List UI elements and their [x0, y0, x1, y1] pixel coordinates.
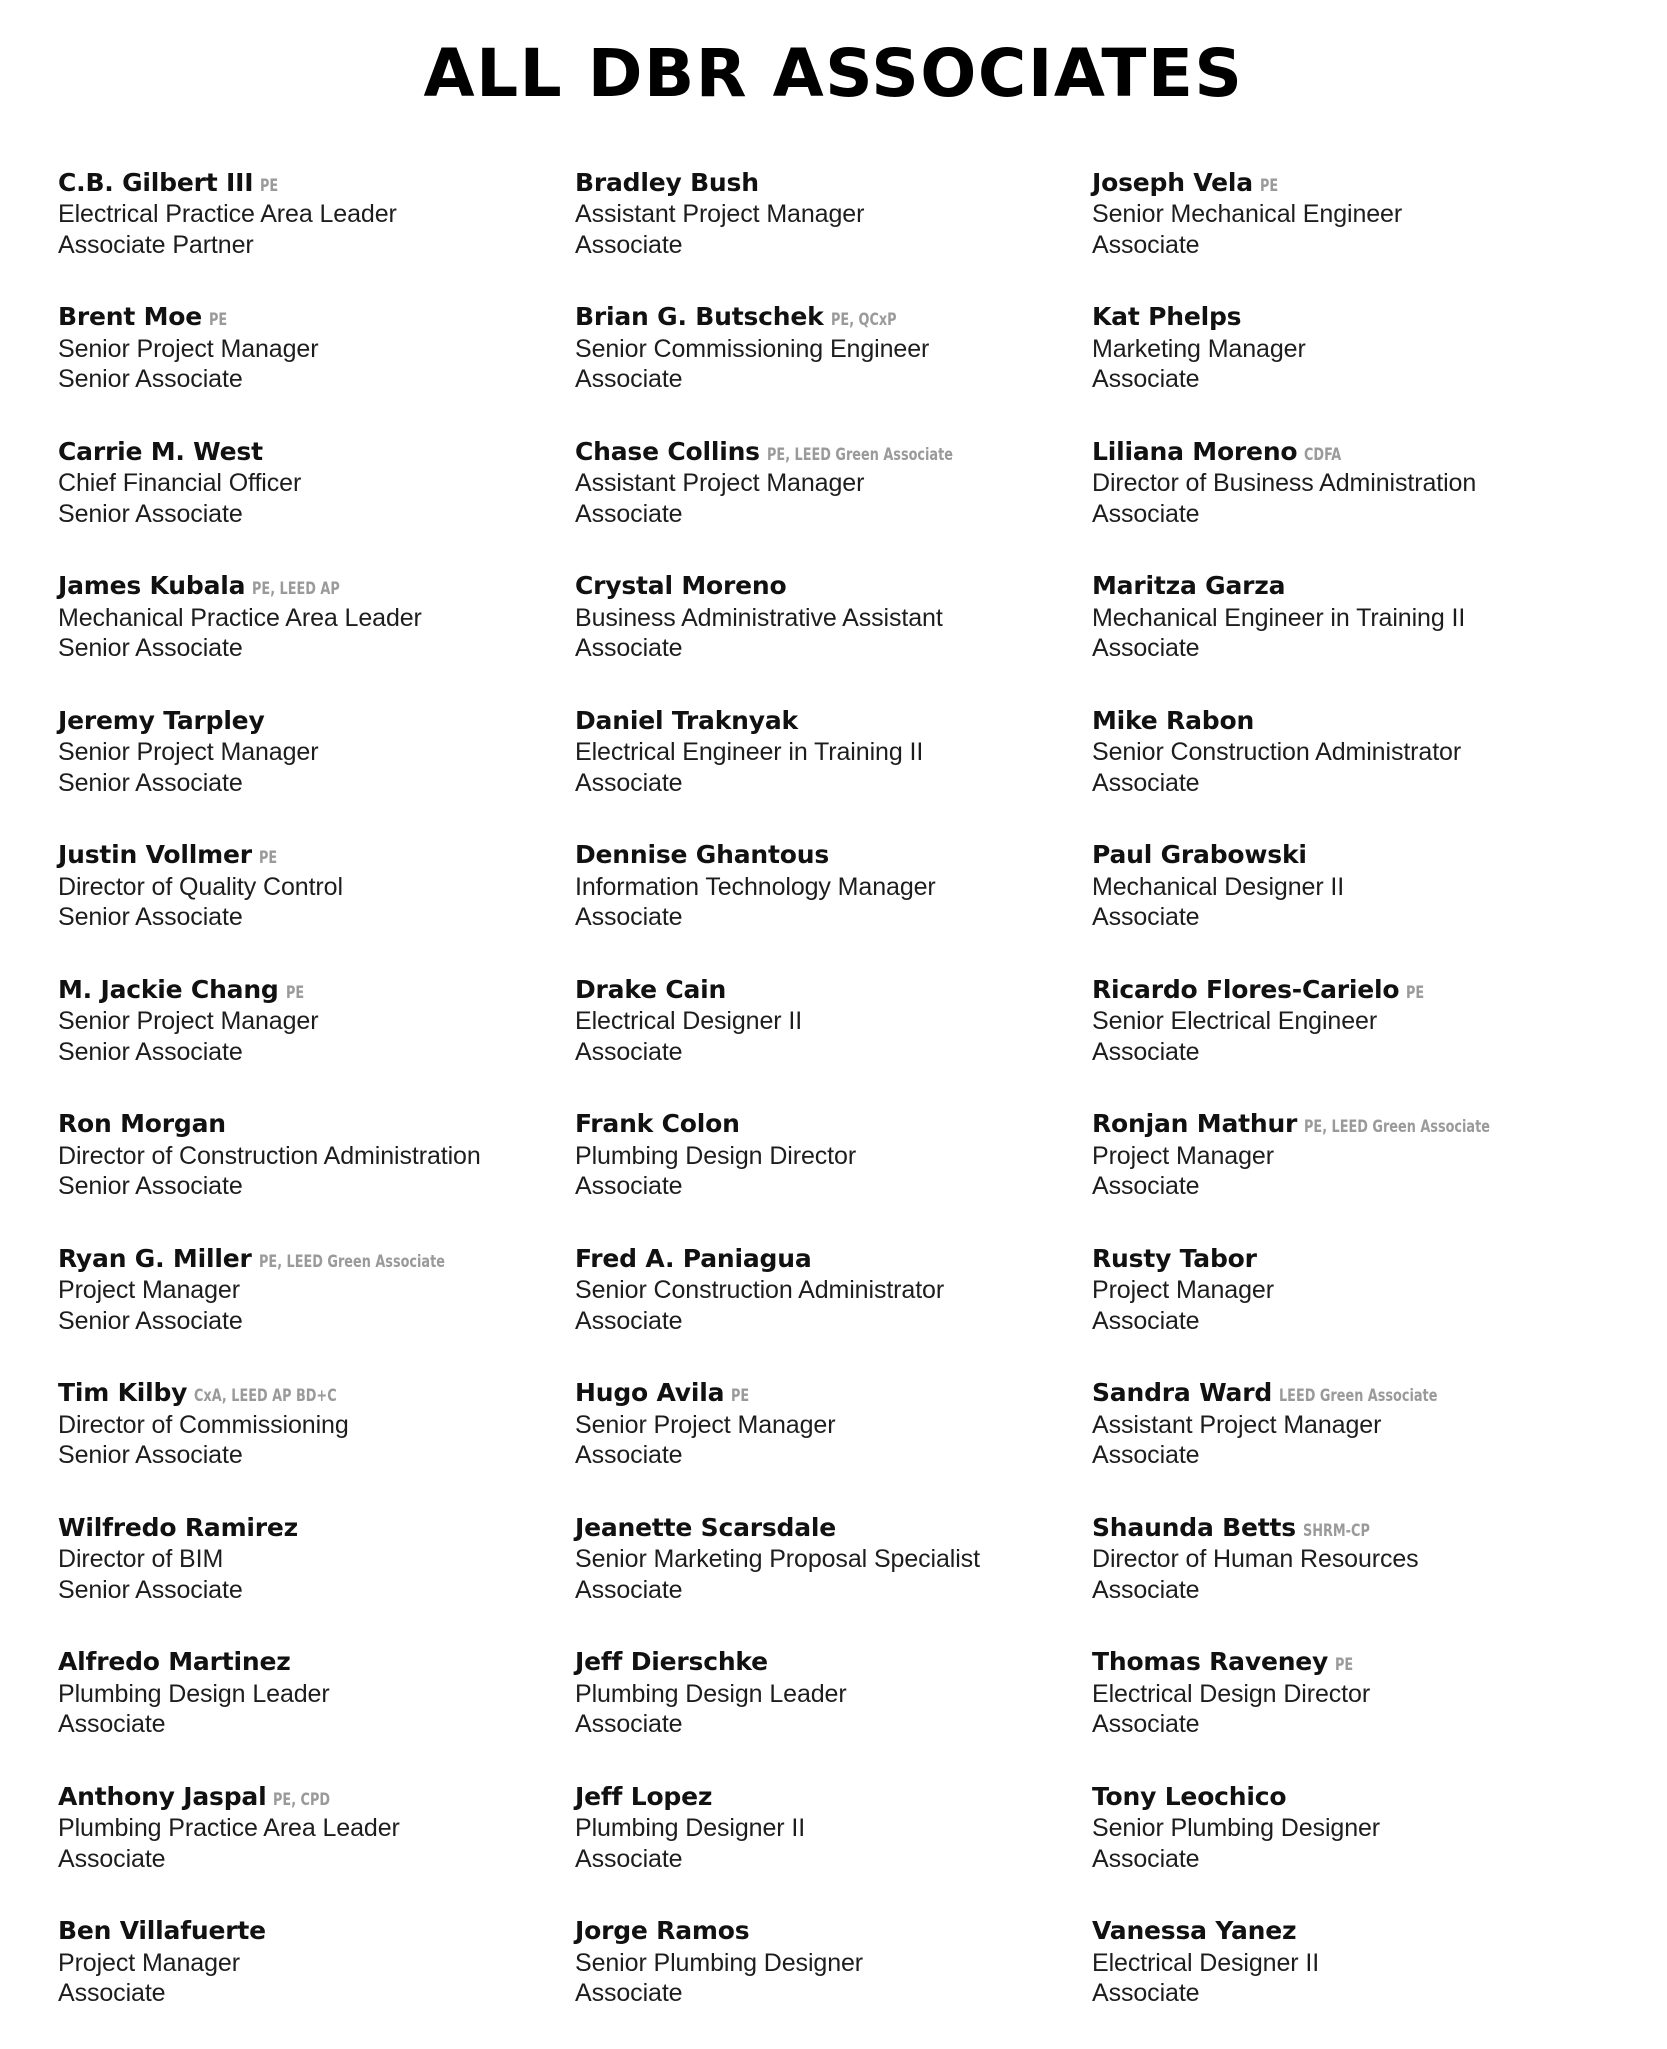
associate-level: Associate: [1092, 365, 1200, 394]
associate-job-title: Senior Project Manager: [575, 1410, 836, 1439]
associate-level: Associate: [1092, 1306, 1200, 1335]
associate-credentials: PE, LEED Green Associate: [1304, 1117, 1491, 1138]
associate-entry: [575, 571, 1068, 664]
associate-credentials: PE, QCxP: [830, 310, 897, 331]
associate-entry: [1092, 571, 1585, 664]
associate-level: Associate: [575, 230, 683, 259]
associate-level: Associate: [575, 903, 683, 932]
associate-name: Ricardo Flores-Carielo: [1092, 974, 1400, 1004]
associate-name: Chase Collins: [575, 436, 760, 466]
associate-level: Associate: [1092, 1441, 1200, 1470]
associate-level: Associate: [58, 1979, 166, 2008]
associate-level: Senior Associate: [58, 499, 243, 528]
associate-entry: [1092, 1244, 1585, 1337]
associate-level: Associate: [1092, 768, 1200, 797]
associate-level: Senior Associate: [58, 768, 243, 797]
associate-level: Associate Partner: [58, 230, 254, 259]
associate-name-line: [1092, 1916, 1585, 1946]
associate-entry: [58, 1244, 551, 1337]
associate-entry: [575, 706, 1068, 799]
associate-name-line: [58, 1109, 551, 1139]
associate-job-title: Director of BIM: [58, 1545, 224, 1574]
associate-credentials: PE, LEED AP: [252, 579, 341, 600]
associate-entry: [58, 1109, 551, 1202]
associate-entry: [58, 840, 551, 933]
associate-entry: [575, 302, 1068, 395]
associate-name: Dennise Ghantous: [575, 840, 830, 870]
associate-credentials: PE, LEED Green Associate: [766, 444, 953, 465]
associate-credentials: PE: [260, 175, 279, 196]
associate-name: Alfredo Martinez: [58, 1647, 291, 1677]
page-title: ALL DBR ASSOCIATES: [423, 35, 1244, 112]
associate-entry: [575, 1782, 1068, 1875]
associate-name: Ryan G. Miller: [58, 1243, 252, 1273]
associate-job-title: Information Technology Manager: [575, 872, 936, 901]
associate-credentials: PE: [209, 310, 228, 331]
associate-level: Associate: [1092, 1979, 1200, 2008]
associate-credentials: PE: [1406, 982, 1425, 1003]
associate-job-title: Mechanical Designer II: [1092, 872, 1345, 901]
associate-name-line: [575, 706, 1068, 736]
associate-job-title: Plumbing Design Director: [575, 1141, 857, 1170]
associate-job-title: Assistant Project Manager: [575, 469, 865, 498]
associate-name: Hugo Avila: [575, 1378, 725, 1408]
associate-job-title: Senior Project Manager: [58, 1007, 319, 1036]
associate-entry: [575, 840, 1068, 933]
associate-name: Drake Cain: [575, 974, 727, 1004]
associate-job-title: Senior Plumbing Designer: [1092, 1814, 1381, 1843]
associate-entry: [575, 1378, 1068, 1471]
associate-name-line: [575, 1513, 1068, 1543]
associate-name: Carrie M. West: [58, 436, 263, 466]
associates-column-1: [58, 168, 575, 2009]
associate-level: Associate: [1092, 1710, 1200, 1739]
associate-entry: [575, 168, 1068, 261]
associate-entry: [575, 975, 1068, 1068]
associate-level: Associate: [1092, 903, 1200, 932]
associate-level: Senior Associate: [58, 903, 243, 932]
associate-name-line: [1092, 437, 1585, 467]
associate-name: Bradley Bush: [575, 167, 759, 197]
associate-name: Rusty Tabor: [1092, 1243, 1257, 1273]
associate-entry: [575, 1244, 1068, 1337]
associate-name: Vanessa Yanez: [1092, 1916, 1297, 1946]
associate-name-line: [58, 168, 551, 198]
associate-entry: [575, 1513, 1068, 1606]
associate-level: Associate: [575, 1844, 683, 1873]
associate-name: Fred A. Paniagua: [575, 1243, 812, 1273]
associate-entry: [58, 975, 551, 1068]
associate-job-title: Project Manager: [1092, 1141, 1274, 1170]
associate-job-title: Senior Marketing Proposal Specialist: [575, 1545, 980, 1574]
associate-job-title: Plumbing Designer II: [575, 1814, 806, 1843]
associate-credentials: CDFA: [1304, 444, 1342, 465]
associate-level: Associate: [58, 1844, 166, 1873]
associate-entry: [1092, 1109, 1585, 1202]
associate-entry: [58, 168, 551, 261]
associate-entry: [58, 1782, 551, 1875]
associate-entry: [1092, 1378, 1585, 1471]
associate-job-title: Director of Construction Administration: [58, 1141, 481, 1170]
associate-name-line: [575, 571, 1068, 601]
associate-job-title: Electrical Design Director: [1092, 1679, 1371, 1708]
associate-name-line: [575, 1782, 1068, 1812]
associate-credentials: SHRM-CP: [1302, 1520, 1370, 1541]
associate-job-title: Senior Construction Administrator: [1092, 738, 1462, 767]
associate-entry: [1092, 437, 1585, 530]
associate-credentials: LEED Green Associate: [1279, 1386, 1438, 1407]
associate-name-line: [575, 1647, 1068, 1677]
associate-job-title: Electrical Designer II: [575, 1007, 803, 1036]
associate-job-title: Mechanical Engineer in Training II: [1092, 603, 1466, 632]
associate-level: Senior Associate: [58, 1575, 243, 1604]
associate-level: Associate: [1092, 634, 1200, 663]
associate-level: Associate: [1092, 1037, 1200, 1066]
associate-entry: [58, 706, 551, 799]
associate-name-line: [58, 975, 551, 1005]
associate-credentials: PE: [1259, 175, 1279, 196]
associate-level: Senior Associate: [58, 1441, 243, 1470]
associate-name: Brian G. Butschek: [575, 302, 824, 332]
associate-name-line: [58, 706, 551, 736]
associate-name-line: [58, 302, 551, 332]
associate-name: James Kubala: [58, 571, 246, 601]
associate-name-line: [575, 302, 1068, 332]
associate-job-title: Electrical Practice Area Leader: [58, 200, 397, 229]
associate-name: Joseph Vela: [1092, 167, 1253, 197]
associate-entry: [575, 437, 1068, 530]
associate-entry: [1092, 302, 1585, 395]
associate-entry: [1092, 1782, 1585, 1875]
associate-name-line: [58, 1916, 551, 1946]
associate-job-title: Plumbing Design Leader: [575, 1679, 847, 1708]
associate-job-title: Director of Business Administration: [1092, 469, 1477, 498]
associate-job-title: Marketing Manager: [1092, 334, 1306, 363]
associate-name-line: [575, 168, 1068, 198]
associate-credentials: PE, CPD: [273, 1789, 331, 1810]
associate-name-line: [1092, 1647, 1585, 1677]
associate-level: Associate: [1092, 1172, 1200, 1201]
associate-name-line: [1092, 840, 1585, 870]
associate-job-title: Senior Construction Administrator: [575, 1276, 945, 1305]
associates-column-2: [575, 168, 1092, 2009]
associate-level: Associate: [1092, 499, 1200, 528]
associate-entry: [58, 1378, 551, 1471]
associate-job-title: Director of Quality Control: [58, 872, 343, 901]
associates-columns: [0, 112, 1667, 2049]
associate-name-line: [1092, 302, 1585, 332]
associate-name-line: [58, 1378, 551, 1408]
associate-job-title: Senior Mechanical Engineer: [1092, 200, 1403, 229]
associate-name-line: [58, 437, 551, 467]
associate-entry: [58, 571, 551, 664]
associate-entry: [1092, 1916, 1585, 2009]
associate-level: Senior Associate: [58, 1037, 243, 1066]
associate-name-line: [1092, 571, 1585, 601]
associate-name: Thomas Raveney: [1092, 1647, 1329, 1677]
associate-name-line: [575, 437, 1068, 467]
associate-name: Jeremy Tarpley: [58, 705, 265, 735]
associate-name-line: [58, 571, 551, 601]
associate-name: Tim Kilby: [58, 1378, 188, 1408]
associate-name: Justin Vollmer: [58, 840, 252, 870]
associate-name: Tony Leochico: [1092, 1781, 1287, 1811]
associate-credentials: PE: [285, 982, 304, 1003]
associate-name: Daniel Traknyak: [575, 705, 798, 735]
associate-level: Associate: [1092, 1575, 1200, 1604]
associate-name: Crystal Moreno: [575, 571, 787, 601]
associate-name: Wilfredo Ramirez: [58, 1512, 299, 1542]
associate-level: Associate: [575, 1710, 683, 1739]
associate-name-line: [575, 1109, 1068, 1139]
associate-name-line: [1092, 1109, 1585, 1139]
associate-level: Associate: [575, 1172, 683, 1201]
associate-name-line: [58, 1647, 551, 1677]
associate-name-line: [1092, 1378, 1585, 1408]
associate-entry: [58, 1647, 551, 1740]
associate-name-line: [575, 1244, 1068, 1274]
associate-credentials: PE: [731, 1386, 750, 1407]
associate-entry: [1092, 706, 1585, 799]
associate-level: Associate: [1092, 230, 1200, 259]
associate-name-line: [575, 975, 1068, 1005]
associate-level: Senior Associate: [58, 1172, 243, 1201]
associate-entry: [575, 1109, 1068, 1202]
associate-level: Associate: [575, 1979, 683, 2008]
associate-name-line: [1092, 1513, 1585, 1543]
associate-name-line: [1092, 1782, 1585, 1812]
associate-job-title: Electrical Designer II: [1092, 1948, 1320, 1977]
associate-name: Kat Phelps: [1092, 302, 1242, 332]
associate-name-line: [58, 1782, 551, 1812]
associate-level: Senior Associate: [58, 1306, 243, 1335]
associate-entry: [58, 1513, 551, 1606]
associate-entry: [58, 437, 551, 530]
associate-level: Associate: [575, 365, 683, 394]
associate-name: Mike Rabon: [1092, 705, 1255, 735]
associate-job-title: Project Manager: [1092, 1276, 1274, 1305]
associate-job-title: Assistant Project Manager: [1092, 1410, 1382, 1439]
associate-level: Associate: [1092, 1844, 1200, 1873]
associate-entry: [575, 1647, 1068, 1740]
associate-level: Associate: [575, 634, 683, 663]
associates-column-3: [1092, 168, 1609, 2009]
associate-name-line: [575, 1916, 1068, 1946]
associate-name: Ron Morgan: [58, 1109, 226, 1139]
associate-name: Jeanette Scarsdale: [575, 1512, 837, 1542]
associate-credentials: CxA, LEED AP BD+C: [194, 1386, 337, 1407]
associate-entry: [58, 302, 551, 395]
associate-level: Associate: [58, 1710, 166, 1739]
associate-name: Anthony Jaspal: [58, 1781, 267, 1811]
associate-name: Maritza Garza: [1092, 571, 1286, 601]
associate-entry: [1092, 840, 1585, 933]
associate-job-title: Senior Commissioning Engineer: [575, 334, 930, 363]
associate-job-title: Electrical Engineer in Training II: [575, 738, 924, 767]
associate-name: Frank Colon: [575, 1109, 740, 1139]
associate-credentials: PE: [1335, 1655, 1354, 1676]
associate-level: Associate: [575, 1575, 683, 1604]
associate-name: Paul Grabowski: [1092, 840, 1307, 870]
associate-name: M. Jackie Chang: [58, 974, 279, 1004]
associate-level: Associate: [575, 768, 683, 797]
associate-job-title: Plumbing Design Leader: [58, 1679, 330, 1708]
associate-level: Senior Associate: [58, 634, 243, 663]
associate-level: Associate: [575, 1306, 683, 1335]
associate-entry: [58, 1916, 551, 2009]
associate-entry: [1092, 1513, 1585, 1606]
associate-name: C.B. Gilbert III: [58, 167, 254, 197]
associate-job-title: Business Administrative Assistant: [575, 603, 943, 632]
associate-level: Associate: [575, 499, 683, 528]
associate-name-line: [58, 1244, 551, 1274]
associate-name: Jorge Ramos: [575, 1916, 750, 1946]
associate-job-title: Project Manager: [58, 1276, 240, 1305]
associate-job-title: Senior Project Manager: [58, 334, 319, 363]
associate-name: Jeff Lopez: [575, 1781, 713, 1811]
associate-name-line: [58, 1513, 551, 1543]
associate-job-title: Senior Electrical Engineer: [1092, 1007, 1378, 1036]
associate-name-line: [1092, 1244, 1585, 1274]
associate-entry: [1092, 975, 1585, 1068]
associate-credentials: PE, LEED Green Associate: [258, 1251, 445, 1272]
associate-name-line: [1092, 975, 1585, 1005]
associate-name: Brent Moe: [58, 302, 203, 332]
associate-name-line: [575, 840, 1068, 870]
associate-job-title: Chief Financial Officer: [58, 469, 302, 498]
associate-job-title: Senior Project Manager: [58, 738, 319, 767]
associate-job-title: Senior Plumbing Designer: [575, 1948, 864, 1977]
associate-level: Associate: [575, 1037, 683, 1066]
associate-name: Shaunda Betts: [1092, 1512, 1296, 1542]
associate-name: Jeff Dierschke: [575, 1647, 768, 1677]
associate-job-title: Project Manager: [58, 1948, 240, 1977]
associate-job-title: Mechanical Practice Area Leader: [58, 603, 422, 632]
associate-name: Ben Villafuerte: [58, 1916, 266, 1946]
associate-name-line: [1092, 168, 1585, 198]
associate-level: Associate: [575, 1441, 683, 1470]
associate-name: Sandra Ward: [1092, 1378, 1273, 1408]
associate-credentials: PE: [258, 848, 278, 869]
associate-name-line: [1092, 706, 1585, 736]
associate-entry: [575, 1916, 1068, 2009]
associate-job-title: Director of Human Resources: [1092, 1545, 1419, 1574]
associate-level: Senior Associate: [58, 365, 243, 394]
associate-name-line: [58, 840, 551, 870]
associate-entry: [1092, 1647, 1585, 1740]
associate-job-title: Assistant Project Manager: [575, 200, 865, 229]
associate-job-title: Plumbing Practice Area Leader: [58, 1814, 400, 1843]
associate-name-line: [575, 1378, 1068, 1408]
associate-name: Ronjan Mathur: [1092, 1109, 1298, 1139]
associate-name: Liliana Moreno: [1092, 436, 1298, 466]
associate-job-title: Director of Commissioning: [58, 1410, 349, 1439]
associate-entry: [1092, 168, 1585, 261]
